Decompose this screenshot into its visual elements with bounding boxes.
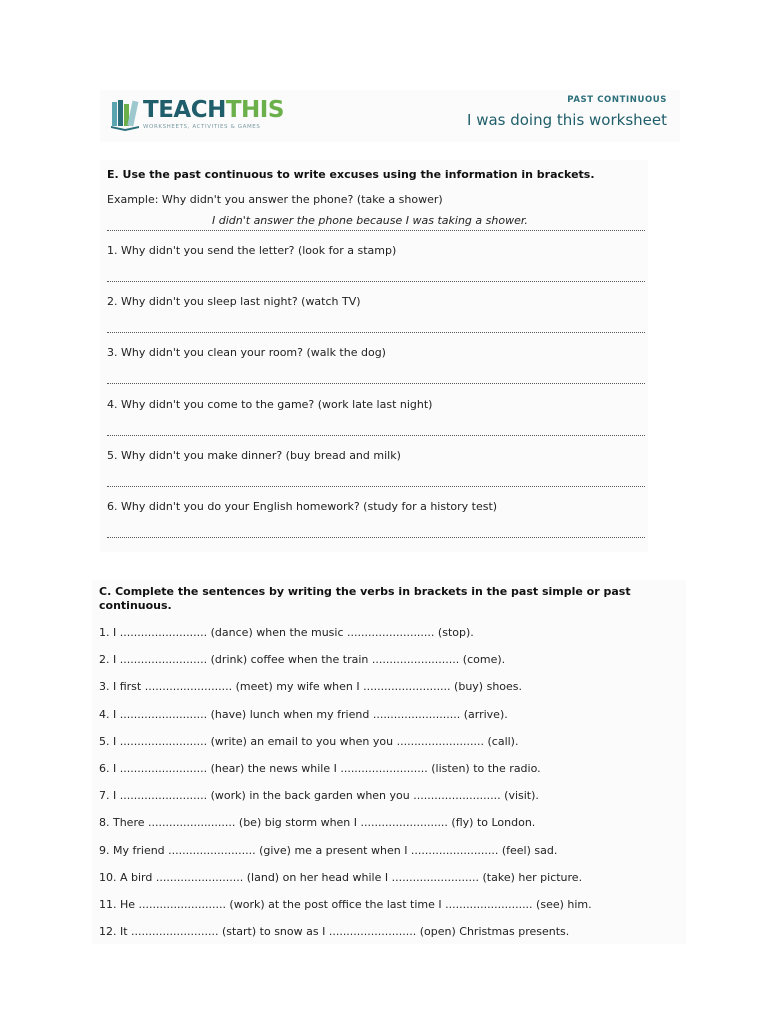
sentence-10: 10. A bird ......................... (land) on her head while I ......................... (take) her picture. (99, 871, 583, 884)
question-1: 1. Why didn't you send the letter? (look for a stamp) (107, 244, 397, 257)
sentence-3: 3. I first ......................... (meet) my wife when I ......................... (buy) shoes. (99, 680, 523, 693)
sentence-8: 8. There ......................... (be) big storm when I ......................... (fly) to London. (99, 816, 536, 829)
example-answer-line (107, 214, 645, 231)
logo-wordmark (143, 96, 284, 124)
question-2: 2. Why didn't you sleep last night? (watch TV) (107, 295, 361, 308)
answer-line-4[interactable] (107, 423, 645, 436)
header-kicker: PAST CONTINUOUS (567, 95, 667, 105)
worksheet-header (100, 90, 680, 142)
section-e-heading: E. Use the past continuous to write excuses using the information in brackets. (107, 168, 595, 181)
example-answer: I didn't answer the phone because I was taking a shower. (212, 214, 528, 227)
question-5: 5. Why didn't you make dinner? (buy bread and milk) (107, 449, 401, 462)
answer-line-5[interactable] (107, 474, 645, 487)
sentence-5: 5. I ......................... (write) an email to you when you ......................... (call). (99, 735, 519, 748)
sentence-11: 11. He ......................... (work) at the post office the last time I ......................... (see) him. (99, 898, 592, 911)
sentence-7: 7. I ......................... (work) in the back garden when you ......................... (visit). (99, 789, 539, 802)
logo-teach: TEACH (143, 97, 226, 123)
sentence-12: 12. It ......................... (start) to snow as I ......................... (open) Christmas presents. (99, 925, 570, 938)
teachthis-logo (110, 96, 284, 136)
answer-line-2[interactable] (107, 320, 645, 333)
section-c (92, 580, 686, 944)
header-title-block (467, 94, 667, 131)
sentence-9: 9. My friend ......................... (give) me a present when I ......................... (feel) sad. (99, 844, 558, 857)
answer-line-1[interactable] (107, 269, 645, 282)
sentence-4: 4. I ......................... (have) lunch when my friend ......................... (arrive). (99, 708, 508, 721)
logo-tagline: WORKSHEETS, ACTIVITIES & GAMES (143, 124, 261, 130)
logo-this: THIS (225, 97, 284, 123)
sentence-2: 2. I ......................... (drink) coffee when the train ......................... (come). (99, 653, 506, 666)
answer-line-3[interactable] (107, 371, 645, 384)
answer-line-6[interactable] (107, 525, 645, 538)
book-logo-icon (110, 98, 140, 132)
sentence-6: 6. I ......................... (hear) the news while I ......................... (listen) to the radio. (99, 762, 541, 775)
section-c-heading-line1: C. Complete the sentences by writing the verbs in brackets in the past simple or past (99, 585, 631, 598)
example-question: Example: Why didn't you answer the phone? (take a shower) (107, 193, 443, 206)
question-6: 6. Why didn't you do your English homework? (study for a history test) (107, 500, 498, 513)
section-e (100, 160, 648, 552)
section-c-heading-line2: continuous. (99, 599, 172, 612)
sentence-1: 1. I ......................... (dance) when the music ......................... (stop). (99, 626, 474, 639)
question-3: 3. Why didn't you clean your room? (walk the dog) (107, 346, 386, 359)
question-4: 4. Why didn't you come to the game? (work late last night) (107, 398, 433, 411)
worksheet-title: I was doing this worksheet (467, 111, 667, 129)
